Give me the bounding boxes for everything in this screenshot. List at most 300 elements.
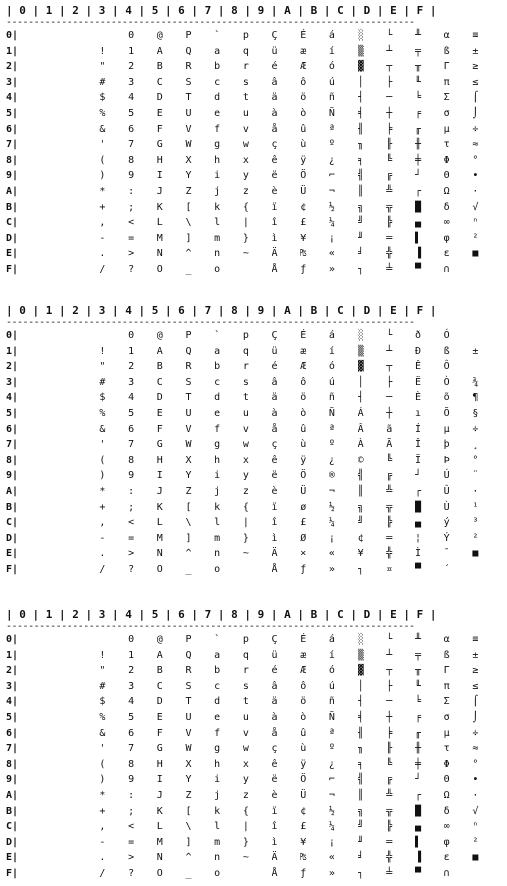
- char-cell: ┐: [357, 563, 364, 575]
- char-cell: K: [156, 805, 163, 817]
- char-cell: |: [242, 517, 249, 529]
- char-cell: h: [214, 758, 221, 770]
- table-row: [0, 741, 507, 757]
- char-cell: /: [99, 563, 106, 575]
- char-cell: [71, 484, 100, 500]
- char-cell: ¨: [472, 470, 479, 482]
- char-cell: ¶: [472, 392, 479, 404]
- char-cell: [42, 515, 71, 531]
- char-cell: º: [328, 139, 335, 151]
- char-cell: à: [271, 711, 278, 723]
- char-cell: ╦: [386, 201, 393, 213]
- char-cell: R: [185, 665, 192, 677]
- char-cell: P: [185, 330, 192, 341]
- char-cell: ½: [328, 201, 335, 213]
- char-cell: ó: [328, 61, 335, 73]
- char-cell: è: [271, 485, 278, 497]
- char-cell: [42, 710, 71, 726]
- char-cell: [71, 262, 100, 278]
- char-cell: ": [99, 665, 106, 677]
- char-cell: ╢: [357, 727, 364, 739]
- char-cell: [71, 850, 100, 866]
- char-cell: [71, 59, 100, 75]
- row-label: 1|: [6, 345, 19, 357]
- char-cell: T: [185, 392, 192, 404]
- char-cell: [42, 28, 71, 44]
- char-cell: [472, 866, 501, 882]
- char-cell: ²: [472, 836, 479, 848]
- char-cell: [71, 741, 100, 757]
- char-cell: ╚: [386, 154, 393, 166]
- char-cell: [42, 200, 71, 216]
- char-cell: ÿ: [300, 154, 307, 166]
- char-cell: ,: [99, 217, 106, 229]
- char-cell: [472, 262, 501, 278]
- row-label: F|: [6, 563, 19, 575]
- char-cell: C: [156, 376, 163, 388]
- char-cell: m: [214, 232, 221, 244]
- char-cell: ê: [271, 454, 278, 466]
- table-row: [0, 137, 507, 153]
- char-cell: å: [271, 123, 278, 135]
- char-cell: V: [185, 423, 192, 435]
- char-cell: \: [185, 517, 192, 529]
- char-cell: ╞: [386, 123, 393, 135]
- char-cell: ñ: [328, 392, 335, 404]
- char-cell: ┼: [386, 107, 393, 119]
- char-cell: │: [357, 376, 364, 388]
- char-cell: [99, 328, 128, 344]
- char-cell: X: [185, 758, 192, 770]
- char-cell: ƒ: [300, 263, 307, 275]
- char-cell: ì: [271, 532, 278, 544]
- char-cell: Å: [271, 563, 278, 575]
- row-label: E|: [6, 852, 19, 864]
- char-cell: H: [156, 454, 163, 466]
- char-cell: ▓: [357, 61, 364, 73]
- char-cell: º: [328, 743, 335, 755]
- char-cell: Ô: [443, 361, 450, 373]
- char-cell: Ç: [271, 30, 278, 41]
- char-cell: y: [242, 170, 249, 182]
- char-cell: [42, 632, 71, 648]
- char-cell: 4: [128, 392, 135, 404]
- char-cell: ¿: [328, 454, 335, 466]
- char-cell: ã: [386, 423, 393, 435]
- char-cell: í: [328, 345, 335, 357]
- char-cell: {: [242, 201, 249, 213]
- char-cell: z: [242, 485, 249, 497]
- char-cell: ╦: [386, 501, 393, 513]
- char-cell: `: [214, 330, 221, 341]
- char-cell: ƒ: [300, 563, 307, 575]
- char-cell: <: [128, 217, 135, 229]
- char-cell: ¾: [472, 376, 479, 388]
- char-cell: ƒ: [300, 867, 307, 879]
- char-cell: *: [99, 485, 106, 497]
- char-cell: [42, 788, 71, 804]
- char-cell: [472, 562, 501, 578]
- char-cell: {: [242, 501, 249, 513]
- char-cell: [71, 453, 100, 469]
- char-cell: º: [328, 439, 335, 451]
- char-cell: ¬: [328, 485, 335, 497]
- char-cell: q: [242, 649, 249, 661]
- char-cell: @: [156, 330, 163, 341]
- char-cell: é: [271, 665, 278, 677]
- char-cell: ]: [185, 836, 192, 848]
- char-cell: ç: [271, 439, 278, 451]
- char-cell: ╔: [386, 470, 393, 482]
- char-cell: n: [214, 548, 221, 560]
- char-cell: ╩: [386, 185, 393, 197]
- char-cell: å: [271, 423, 278, 435]
- table-rows: [0, 28, 507, 278]
- char-cell: ╔: [386, 774, 393, 786]
- table-rows: [0, 632, 507, 882]
- char-cell: H: [156, 154, 163, 166]
- char-cell: °: [472, 758, 479, 770]
- char-cell: 7: [128, 439, 135, 451]
- char-cell: x: [242, 758, 249, 770]
- char-cell: ¼: [328, 821, 335, 833]
- char-cell: ù: [300, 743, 307, 755]
- char-cell: │: [357, 76, 364, 88]
- char-cell: <: [128, 517, 135, 529]
- char-cell: r: [242, 61, 249, 73]
- char-cell: s: [242, 680, 249, 692]
- char-cell: Ä: [271, 852, 278, 864]
- char-cell: [71, 246, 100, 262]
- char-cell: [71, 632, 100, 648]
- char-cell: U: [185, 711, 192, 723]
- char-cell: ─: [386, 392, 393, 404]
- char-cell: ╟: [386, 743, 393, 755]
- char-cell: U: [185, 407, 192, 419]
- char-cell: Ü: [300, 185, 307, 197]
- char-cell: [42, 562, 71, 578]
- char-cell: ²: [472, 532, 479, 544]
- char-cell: ⌠: [472, 92, 479, 104]
- table-row: [0, 200, 507, 216]
- char-cell: π: [443, 680, 450, 692]
- char-cell: m: [214, 532, 221, 544]
- char-cell: ╡: [357, 107, 364, 119]
- char-cell: ¡: [328, 532, 335, 544]
- char-cell: !: [99, 649, 106, 661]
- row-label: 9|: [6, 470, 19, 482]
- char-cell: ╙: [414, 680, 421, 692]
- char-cell: [472, 328, 501, 344]
- char-cell: ε: [443, 248, 450, 260]
- char-cell: g: [214, 743, 221, 755]
- row-label: 2|: [6, 361, 19, 373]
- char-cell: Ñ: [328, 107, 335, 119]
- char-cell: ┤: [357, 92, 364, 104]
- char-cell: Ä: [271, 548, 278, 560]
- char-cell: (: [99, 454, 106, 466]
- char-cell: +: [99, 501, 106, 513]
- char-cell: i: [214, 470, 221, 482]
- char-cell: ': [99, 439, 106, 451]
- table-separator: --------------------------------------------------------------------------: [6, 622, 415, 632]
- char-cell: ₧: [300, 852, 307, 864]
- char-cell: ╕: [357, 154, 364, 166]
- char-cell: ò: [300, 107, 307, 119]
- char-cell: +: [99, 201, 106, 213]
- char-cell: °: [472, 154, 479, 166]
- char-cell: p: [242, 634, 249, 645]
- char-cell: >: [128, 248, 135, 260]
- char-cell: ▄: [414, 217, 421, 229]
- char-cell: [42, 90, 71, 106]
- char-cell: Ñ: [328, 711, 335, 723]
- char-cell: 0: [128, 30, 135, 41]
- table-row: [0, 468, 507, 484]
- char-cell: ╩: [386, 485, 393, 497]
- char-cell: R: [185, 361, 192, 373]
- char-cell: Ü: [300, 789, 307, 801]
- char-cell: ╟: [386, 139, 393, 151]
- char-cell: 2: [128, 361, 135, 373]
- char-cell: B: [156, 665, 163, 677]
- table-row: [0, 359, 507, 375]
- char-cell: ■: [472, 852, 479, 864]
- char-cell: b: [214, 61, 221, 73]
- char-cell: /: [99, 867, 106, 879]
- char-cell: k: [214, 501, 221, 513]
- char-cell: }: [242, 836, 249, 848]
- char-cell: É: [300, 30, 307, 41]
- char-cell: û: [300, 727, 307, 739]
- char-cell: [: [185, 501, 192, 513]
- char-cell: ≤: [472, 76, 479, 88]
- char-cell: [71, 562, 100, 578]
- char-cell: ½: [328, 501, 335, 513]
- char-cell: ┘: [414, 470, 421, 482]
- char-cell: ∞: [443, 821, 450, 833]
- char-cell: [42, 137, 71, 153]
- table-row: [0, 850, 507, 866]
- char-cell: û: [300, 423, 307, 435]
- char-cell: ): [99, 774, 106, 786]
- char-cell: τ: [443, 743, 450, 755]
- char-cell: ó: [328, 361, 335, 373]
- char-cell: ┌: [414, 789, 421, 801]
- char-cell: F: [156, 423, 163, 435]
- char-cell: k: [214, 805, 221, 817]
- char-cell: K: [156, 201, 163, 213]
- char-cell: 8: [128, 454, 135, 466]
- char-cell: í: [328, 649, 335, 661]
- char-cell: :: [128, 485, 135, 497]
- char-cell: ª: [328, 123, 335, 135]
- char-cell: ╖: [357, 139, 364, 151]
- char-cell: :: [128, 789, 135, 801]
- char-cell: ,: [99, 517, 106, 529]
- char-cell: ≈: [472, 139, 479, 151]
- char-cell: y: [242, 774, 249, 786]
- char-cell: o: [214, 263, 221, 275]
- char-cell: t: [242, 92, 249, 104]
- char-cell: ≡: [472, 634, 479, 645]
- char-cell: ô: [300, 376, 307, 388]
- charset-table-3: [0, 608, 507, 882]
- char-cell: E: [156, 711, 163, 723]
- char-cell: b: [214, 665, 221, 677]
- char-cell: Í: [414, 423, 421, 435]
- char-cell: ─: [386, 92, 393, 104]
- char-cell: I: [156, 470, 163, 482]
- table-row: [0, 184, 507, 200]
- char-cell: j: [214, 789, 221, 801]
- row-label: 6|: [6, 123, 19, 135]
- row-label: 3|: [6, 680, 19, 692]
- char-cell: ]: [185, 232, 192, 244]
- char-cell: ╘: [414, 696, 421, 708]
- char-cell: L: [156, 217, 163, 229]
- char-cell: ê: [271, 758, 278, 770]
- char-cell: Ï: [414, 454, 421, 466]
- row-label: 0|: [6, 30, 19, 41]
- char-cell: [42, 359, 71, 375]
- char-cell: σ: [443, 711, 450, 723]
- char-cell: π: [443, 76, 450, 88]
- row-label: C|: [6, 517, 19, 529]
- char-cell: ▓: [357, 361, 364, 373]
- char-cell: ╦: [386, 805, 393, 817]
- char-cell: [42, 835, 71, 851]
- char-cell: ▓: [357, 665, 364, 677]
- char-cell: ╠: [386, 517, 393, 529]
- char-cell: P: [185, 30, 192, 41]
- table-row: [0, 484, 507, 500]
- table-row: [0, 437, 507, 453]
- row-label: 4|: [6, 392, 19, 404]
- table-row: [0, 531, 507, 547]
- char-cell: ⁿ: [472, 821, 479, 833]
- char-cell: ╨: [414, 634, 421, 645]
- char-cell: Γ: [443, 665, 450, 677]
- char-cell: [42, 546, 71, 562]
- char-cell: X: [185, 154, 192, 166]
- char-cell: Æ: [300, 361, 307, 373]
- row-label: 4|: [6, 696, 19, 708]
- char-cell: ╬: [386, 248, 393, 260]
- char-cell: a: [214, 345, 221, 357]
- char-cell: à: [271, 407, 278, 419]
- char-cell: £: [300, 517, 307, 529]
- char-cell: b: [214, 361, 221, 373]
- char-cell: È: [414, 392, 421, 404]
- char-cell: n: [214, 852, 221, 864]
- char-cell: S: [185, 680, 192, 692]
- char-cell: ¤: [386, 563, 393, 575]
- char-cell: a: [214, 45, 221, 57]
- char-cell: ╫: [414, 743, 421, 755]
- char-cell: [42, 44, 71, 60]
- char-cell: ®: [328, 470, 335, 482]
- table-row: [0, 246, 507, 262]
- char-cell: ý: [443, 517, 450, 529]
- char-cell: ÷: [472, 423, 479, 435]
- char-cell: [71, 137, 100, 153]
- char-cell: s: [242, 76, 249, 88]
- char-cell: α: [443, 30, 450, 41]
- char-cell: Á: [357, 407, 364, 419]
- table-row: [0, 679, 507, 695]
- char-cell: 2: [128, 61, 135, 73]
- char-cell: ⌠: [472, 696, 479, 708]
- char-cell: À: [357, 439, 364, 451]
- char-cell: V: [185, 727, 192, 739]
- charset-table-1: [0, 4, 507, 278]
- char-cell: φ: [443, 232, 450, 244]
- char-cell: ª: [328, 727, 335, 739]
- row-label: 0|: [6, 634, 19, 645]
- char-cell: ~: [242, 548, 249, 560]
- char-cell: ·: [472, 485, 479, 497]
- char-cell: [71, 500, 100, 516]
- char-cell: o: [214, 867, 221, 879]
- char-cell: ▐: [414, 248, 421, 260]
- char-cell: É: [300, 634, 307, 645]
- char-cell: D: [156, 92, 163, 104]
- char-cell: Ð: [414, 345, 421, 357]
- row-label: 3|: [6, 76, 19, 88]
- char-cell: á: [328, 30, 335, 41]
- char-cell: [42, 406, 71, 422]
- char-cell: l: [214, 821, 221, 833]
- char-cell: ╗: [357, 201, 364, 213]
- char-cell: φ: [443, 836, 450, 848]
- char-cell: ╫: [414, 139, 421, 151]
- table-row: [0, 726, 507, 742]
- char-cell: Û: [443, 485, 450, 497]
- char-cell: $: [99, 696, 106, 708]
- char-cell: ┬: [386, 665, 393, 677]
- char-cell: r: [242, 665, 249, 677]
- char-cell: [71, 772, 100, 788]
- char-cell: `: [214, 30, 221, 41]
- char-cell: ∩: [443, 263, 450, 275]
- char-cell: o: [214, 563, 221, 575]
- char-cell: [42, 819, 71, 835]
- row-label: 0|: [6, 330, 19, 341]
- char-cell: ╙: [414, 76, 421, 88]
- char-cell: æ: [300, 345, 307, 357]
- char-cell: [42, 437, 71, 453]
- char-cell: x: [242, 154, 249, 166]
- char-cell: ô: [300, 680, 307, 692]
- char-cell: ▀: [414, 263, 421, 275]
- char-cell: q: [242, 45, 249, 57]
- char-cell: L: [156, 821, 163, 833]
- row-label: 8|: [6, 758, 19, 770]
- char-cell: 6: [128, 123, 135, 135]
- char-cell: ï: [271, 201, 278, 213]
- row-label: 5|: [6, 107, 19, 119]
- char-cell: 1: [128, 45, 135, 57]
- table-row: [0, 515, 507, 531]
- table-row: [0, 694, 507, 710]
- char-cell: T: [185, 92, 192, 104]
- table-row: [0, 772, 507, 788]
- char-cell: [: [185, 805, 192, 817]
- char-cell: _: [185, 563, 192, 575]
- char-cell: $: [99, 392, 106, 404]
- char-cell: ╨: [414, 30, 421, 41]
